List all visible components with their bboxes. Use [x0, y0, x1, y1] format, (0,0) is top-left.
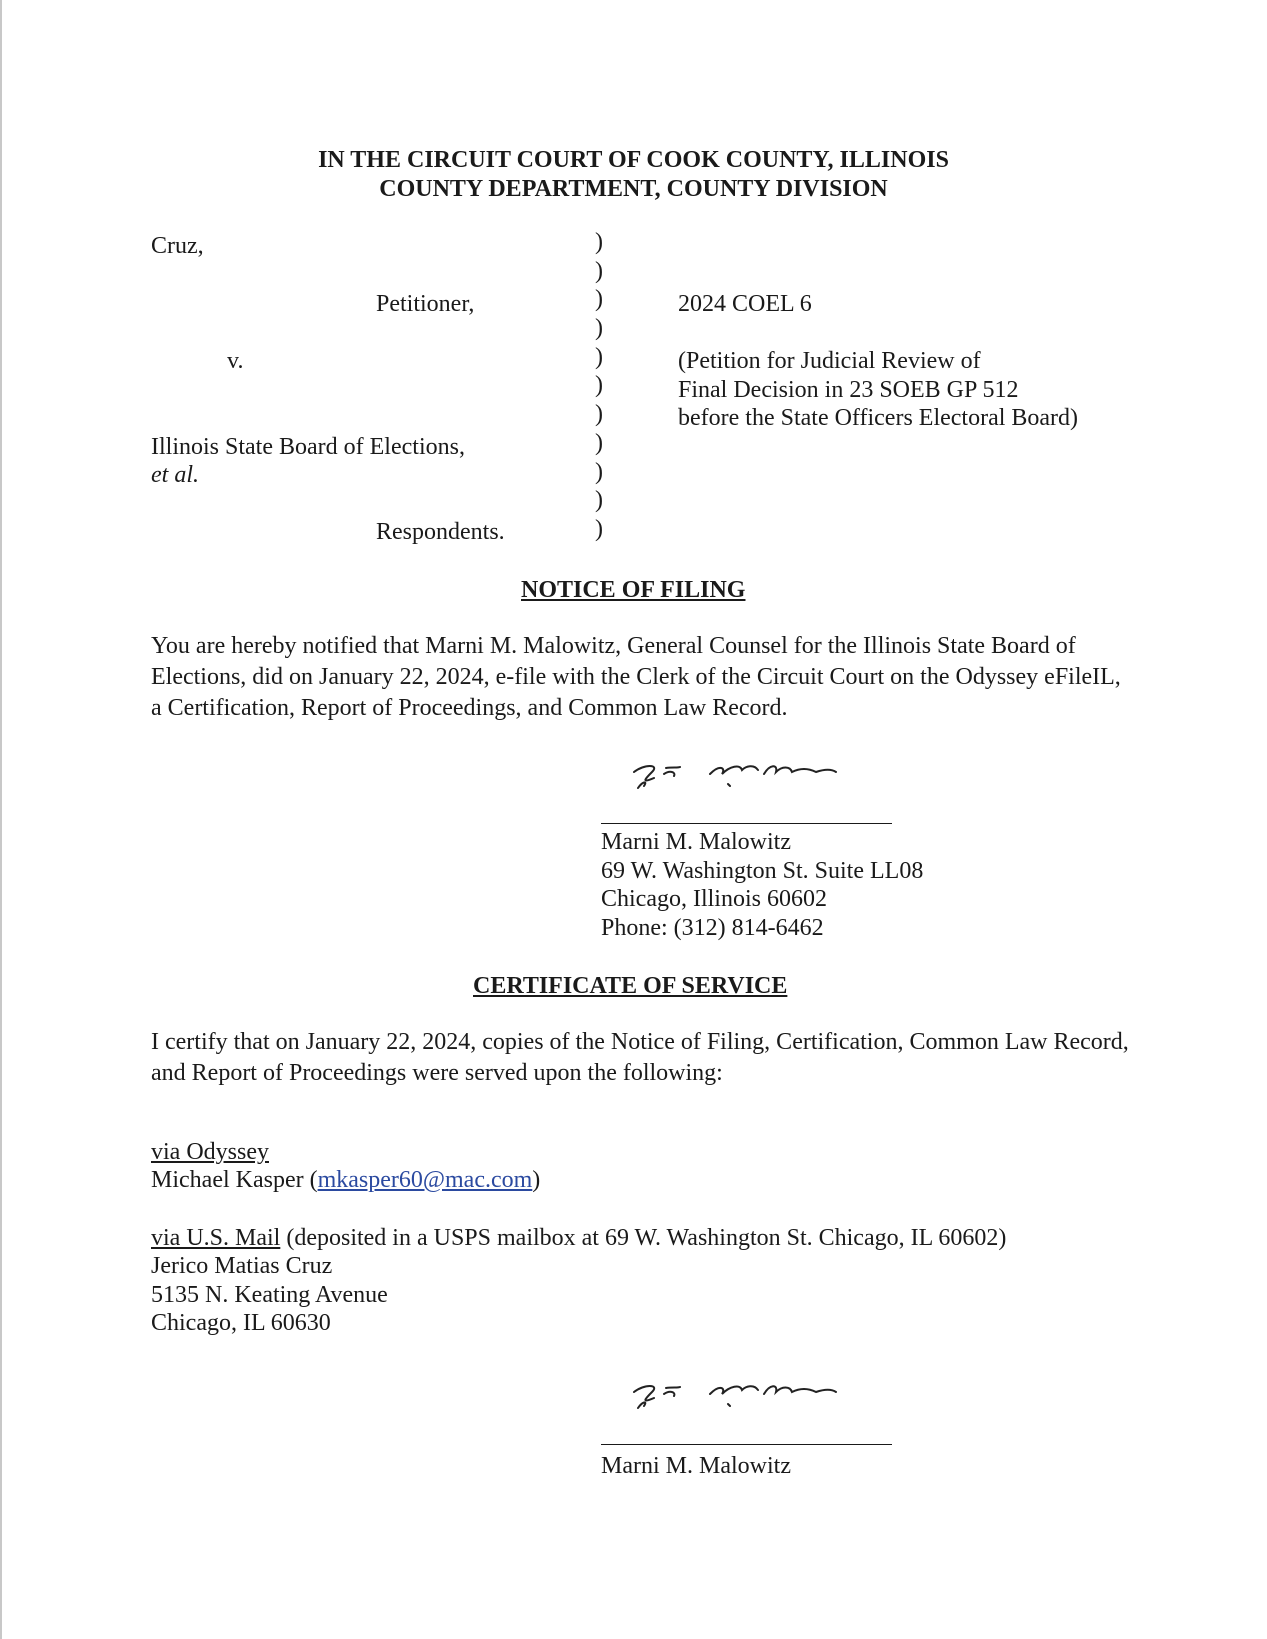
certificate-body-text: I certify that on January 22, 2024, copies of the Notice of Filing, Certification, Common Law Record, and Report of Proceedings were served upon the following:	[151, 1029, 1129, 1086]
certificate-of-service-heading: CERTIFICATE OF SERVICE	[473, 973, 788, 999]
caption-paren: )	[595, 401, 603, 428]
petitioner-role: Petitioner,	[376, 291, 475, 317]
certificate-body	[151, 1027, 1141, 1089]
mail-service-line	[151, 1224, 1006, 1252]
signature-line	[601, 823, 892, 824]
respondent-role: Respondents.	[376, 519, 505, 545]
notice-of-filing-heading: NOTICE OF FILING	[521, 577, 746, 603]
signer-address-1: 69 W. Washington St. Suite LL08	[601, 858, 924, 884]
caption-paren: )	[595, 315, 603, 342]
respondent-name: Illinois State Board of Elections,	[151, 434, 465, 460]
versus: v.	[227, 348, 244, 374]
case-description-line-1: (Petition for Judicial Review of	[678, 348, 981, 374]
odyssey-recipient-close: )	[532, 1167, 541, 1193]
caption-paren: )	[595, 515, 603, 542]
odyssey-recipient	[151, 1166, 540, 1194]
case-description-line-2: Final Decision in 23 SOEB GP 512	[678, 377, 1019, 403]
signer-phone: Phone: (312) 814-6462	[601, 915, 824, 941]
caption-paren: )	[595, 229, 603, 255]
mail-recipient-name: Jerico Matias Cruz	[151, 1253, 333, 1279]
scan-edge	[0, 0, 2, 1639]
caption-paren: )	[595, 372, 603, 399]
case-number: 2024 COEL 6	[678, 291, 812, 317]
odyssey-label: via Odyssey	[151, 1139, 269, 1165]
signature-image	[630, 750, 860, 800]
signer-address-2: Chicago, Illinois 60602	[601, 886, 827, 912]
mail-label: via U.S. Mail	[151, 1225, 281, 1251]
signer-name: Marni M. Malowitz	[601, 829, 791, 855]
caption-paren: )	[595, 257, 603, 284]
court-title-line-1: IN THE CIRCUIT COURT OF COOK COUNTY, ILLINOIS	[318, 147, 949, 173]
notice-body	[151, 631, 1136, 724]
caption-paren: )	[595, 487, 603, 514]
caption-paren: )	[595, 286, 603, 313]
mail-recipient-address-2: Chicago, IL 60630	[151, 1310, 331, 1336]
recipient-email-link[interactable]: mkasper60@mac.com	[317, 1167, 533, 1193]
petitioner-name: Cruz,	[151, 233, 204, 259]
caption-paren: )	[595, 343, 603, 370]
certificate-signer-name: Marni M. Malowitz	[601, 1453, 791, 1479]
caption-parenthesis-column	[595, 228, 603, 544]
odyssey-recipient-name: Michael Kasper (	[151, 1167, 318, 1193]
case-description-line-3: before the State Officers Electoral Board)	[678, 405, 1079, 431]
caption-paren: )	[595, 429, 603, 456]
signature-image	[630, 1370, 860, 1420]
court-title-line-2: COUNTY DEPARTMENT, COUNTY DIVISION	[379, 176, 888, 202]
notice-body-text: You are hereby notified that Marni M. Malowitz, General Counsel for the Illinois State Board of Elections, did on January 22, 2024, e-file with the Clerk of the Circuit Court on the Odyssey eFileIL, a Certification, Report of Proceedings, and Common Law Record.	[151, 633, 1121, 721]
mail-recipient-address-1: 5135 N. Keating Avenue	[151, 1282, 388, 1308]
respondent-etal: et al.	[151, 462, 199, 488]
caption-paren: )	[595, 458, 603, 485]
signature-line	[601, 1444, 892, 1445]
mail-note: (deposited in a USPS mailbox at 69 W. Washington St. Chicago, IL 60602)	[280, 1225, 1007, 1251]
